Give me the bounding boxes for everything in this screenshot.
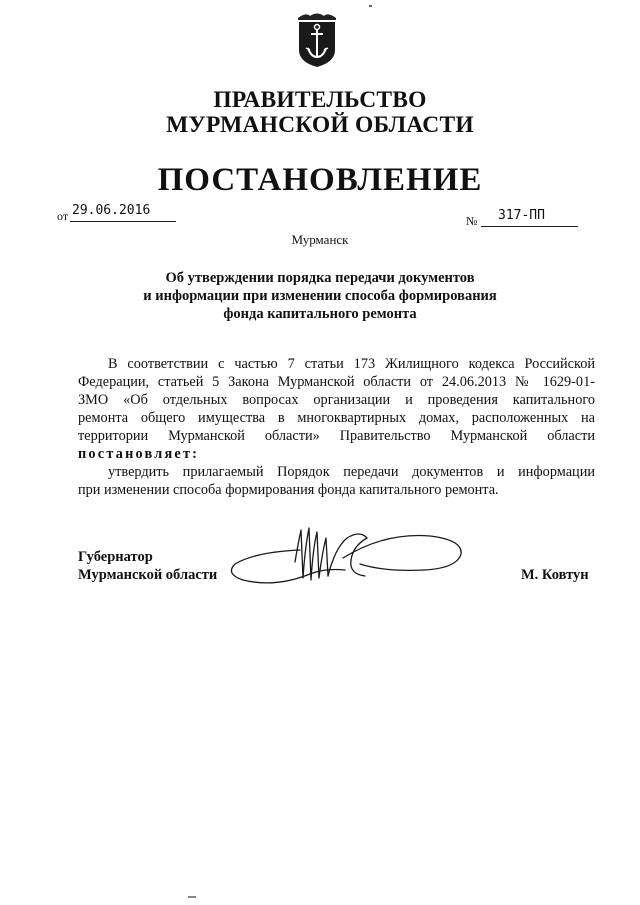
subject-line-3: фонда капитального ремонта bbox=[223, 306, 417, 322]
date-underline bbox=[70, 221, 176, 222]
number-label: № bbox=[466, 214, 478, 228]
document-type-title: ПОСТАНОВЛЕНИЕ bbox=[157, 162, 483, 198]
signatory-name: М. Ковтун bbox=[521, 567, 589, 583]
body-line-4: ремонта общего имущества в многоквартирных домах, расположенных на bbox=[78, 410, 595, 426]
body-line-1: В соответствии с частью 7 статьи 173 Жилищного кодекса Российской bbox=[108, 356, 595, 372]
subject-line-1: Об утверждении порядка передачи документов bbox=[165, 270, 475, 286]
body-decree-line bbox=[78, 445, 595, 463]
city-name: Мурманск bbox=[291, 232, 349, 247]
scan-speck bbox=[369, 5, 372, 7]
date-value: 29.06.2016 bbox=[72, 203, 151, 218]
number-underline bbox=[481, 226, 578, 227]
organization-name-line2: МУРМАНСКОЙ ОБЛАСТИ bbox=[166, 112, 474, 138]
date-label: от bbox=[57, 209, 69, 223]
body-line-3: ЗМО «Об отдельных вопросах организации и проведения капитального bbox=[78, 392, 595, 408]
handwritten-signature bbox=[225, 518, 470, 598]
signatory-position-line1: Губернатор bbox=[78, 549, 153, 565]
body-line-7: при изменении способа формирования фонда капитального ремонта. bbox=[78, 482, 499, 498]
number-value: 317-ПП bbox=[498, 208, 545, 223]
body-line-2: Федерации, статьей 5 Закона Мурманской области от 24.06.2013 № 1629-01- bbox=[78, 374, 595, 390]
subject-line-2: и информации при изменении способа формирования bbox=[143, 288, 497, 304]
decree-word: постановляет: bbox=[78, 446, 200, 462]
body-line-6: утвердить прилагаемый Порядок передачи документов и информации bbox=[108, 464, 595, 480]
signatory-position-line2: Мурманской области bbox=[78, 567, 218, 583]
organization-name-line1: ПРАВИТЕЛЬСТВО bbox=[213, 87, 427, 113]
body-line-5: территории Мурманской области» Правительство Мурманской области bbox=[78, 428, 595, 444]
coat-of-arms-emblem bbox=[296, 12, 338, 68]
footer-mark bbox=[188, 896, 196, 898]
